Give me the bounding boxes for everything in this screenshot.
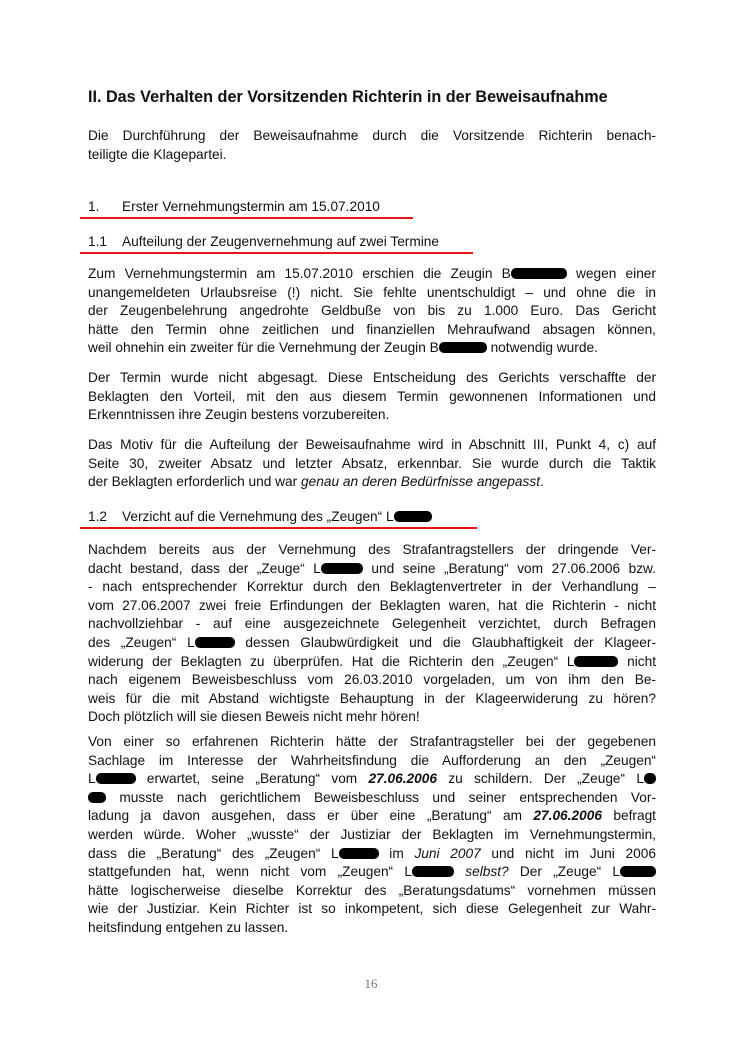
paragraph-2 [88,369,656,425]
text-span: notwendig wurde. [486,340,598,356]
text-line: heitsfindung entgehen zu lassen. [88,919,289,935]
text-line: der Zeugenbelehrung angedrohte Geldbuße von bis zu 1.000 Euro. Das Gericht [88,303,656,319]
section-heading: II. Das Verhalten der Vorsitzenden Richterin in der Beweisaufnahme [88,88,608,106]
text-line: vom 27.06.2007 zwei freie Erfindungen der Beklagten waren, hat die Richterin - nicht [88,597,656,613]
subsection-number: 1.2 [88,509,108,524]
text-line: nach eigenem Beweisbeschluss vom 26.03.2010 vorgeladen, um von ihm den Be- [88,672,656,688]
text-span: musste nach gerichtlichem Beweisbeschluss und seiner entsprechenden Vor- [106,789,656,805]
text-line: Beklagten den Vorteil, mit den aus diesem Termin gewonnenen Informationen und [88,388,656,404]
bold-italic-date: 27.06.2006 [368,771,437,787]
text-line [88,560,656,579]
text-span: zu schildern. Der „Zeuge“ L [437,771,644,787]
text-line [88,265,656,284]
red-underline [80,217,413,219]
text-line: werden würde. Woher „wusste“ der Justiziar der Beklagten im Vernehmungstermin, [88,826,656,842]
text-span: nicht [618,653,657,669]
redaction-bar [620,866,656,877]
text-line: nachvollziehbar - auf eine ausgezeichnete Gelegenheit verzichtet, durch Befragen [88,616,656,632]
redaction-bar [394,511,432,522]
text-line: teiligte die Klagepartei. [88,146,227,162]
redaction-bar [412,866,454,877]
red-underline [80,527,477,529]
intro-paragraph [88,127,656,164]
text-span: widerung der Beklagten zu überprüfen. Hat die Richterin den „Zeugen“ L [88,653,575,669]
text-line: Erkenntnissen ihre Zeugin bestens vorzubereiten. [88,407,390,423]
text-line: Die Durchführung der Beweisaufnahme durch die Vorsitzende Richterin benach- [88,128,656,143]
redaction-bar [511,268,567,279]
redaction-bar [96,773,136,784]
text-line: hätte logischerweise dieselbe Korrektur des „Beratungsdatums“ vornehmen müssen [88,882,656,898]
text-line [88,863,656,882]
redaction-bar [439,342,487,353]
redaction-bar [644,773,656,784]
red-underline [80,252,473,254]
text-line: - nach entsprechender Korrektur durch den Beklagtenvertreter in der Verhandlung – [88,579,656,595]
text-span: und seine „Beratung“ vom 27.06.2006 bzw. [362,560,656,576]
redaction-bar [574,656,618,667]
text-line: Sachlage im Interesse der Wahrheitsfindung die Aufforderung an den „Zeugen“ [88,752,656,768]
text-span: wegen einer [566,266,656,281]
subsection-heading-1 [88,198,380,216]
subsection-title: Aufteilung der Zeugenvernehmung auf zwei Termine [122,234,440,249]
text-span: L [88,771,96,787]
redaction-bar [339,848,379,859]
text-span: . [540,474,544,490]
text-line [88,339,656,358]
italic-text: genau an deren Bedürfnisse angepasst [301,474,540,490]
text-line: Das Motiv für die Aufteilung der Beweisaufnahme wird in Abschnitt III, Punkt 4, c) auf [88,437,656,452]
text-line: Der Termin wurde nicht abgesagt. Diese Entscheidung des Gerichts verschaffte der [88,370,656,385]
subsection-number: 1. [88,199,100,214]
italic-text: selbst? [453,864,509,880]
text-line [88,653,656,672]
text-span: befragt [601,808,656,824]
text-span: dessen Glaubwürdigkeit und die Glaubhaftigkeit der Klageer- [234,634,656,650]
text-line: unangemeldeten Urlaubsreise (!) nicht. Sie fehlte unentschuldigt – und ohne die in [88,284,656,300]
text-span: Zum Vernehmungstermin am 15.07.2010 erschien die Zeugin B [88,266,511,281]
paragraph-3 [88,436,656,492]
text-span: stattgefunden hat, wenn nicht vom „Zeugen“ L [88,864,412,880]
subsection-number: 1.1 [88,234,108,249]
subsection-heading-1-1 [88,233,439,251]
text-line [88,473,656,492]
bold-italic-date: 27.06.2006 [533,808,602,824]
paragraph-5 [88,733,656,938]
text-line: Doch plötzlich will sie diesen Beweis nicht mehr hören! [88,709,420,725]
text-span: ladung ja davon ausgehen, dass er über eine „Beratung“ am [88,808,534,824]
text-line [88,807,656,826]
subsection-title: Erster Vernehmungstermin am 15.07.2010 [122,199,380,214]
text-line: hätte den Termin ohne zeitlichen und finanziellen Mehraufwand absagen können, [88,321,656,337]
text-span: des „Zeugen“ L [88,634,195,650]
redaction-bar [88,792,106,803]
text-span: erwartet, seine „Beratung“ vom [135,771,369,787]
text-span: der Beklagten erforderlich und war [88,474,302,490]
paragraph-1 [88,265,656,358]
subsection-title: Verzicht auf die Vernehmung des „Zeugen“ L [122,509,394,524]
text-line [88,789,656,808]
redaction-bar [195,637,235,648]
text-line [88,634,656,653]
text-span: und nicht im Juni 2006 [480,845,656,861]
text-span: im [378,845,415,861]
italic-text: Juni 2007 [414,845,481,861]
text-span: Der „Zeuge“ L [508,864,620,880]
subsection-heading-1-2 [88,508,432,526]
text-span: weil ohnehin ein zweiter für die Vernehmung der Zeugin B [88,340,439,356]
text-span: dacht bestand, dass der „Zeuge“ L [88,560,321,576]
text-line [88,845,656,864]
page-number: 16 [364,976,378,991]
redaction-bar [321,563,363,574]
paragraph-4 [88,541,656,727]
text-line [88,770,656,789]
text-line: Nachdem bereits aus der Vernehmung des Strafantragstellers der dringende Ver- [88,542,656,557]
text-line: wie der Justiziar. Kein Richter ist so inkompetent, sich diese Gelegenheit zur Wahr- [88,901,656,917]
text-line: Seite 30, zweiter Absatz und letzter Absatz, erkennbar. Sie wurde durch die Taktik [88,455,656,471]
text-span: dass die „Beratung“ des „Zeugen“ L [88,845,339,861]
text-line: Von einer so erfahrenen Richterin hätte der Strafantragsteller bei der gegebenen [88,734,656,749]
text-line: weis für die mit Abstand wichtigste Behauptung in der Klageerwiderung zu hören? [88,690,656,706]
